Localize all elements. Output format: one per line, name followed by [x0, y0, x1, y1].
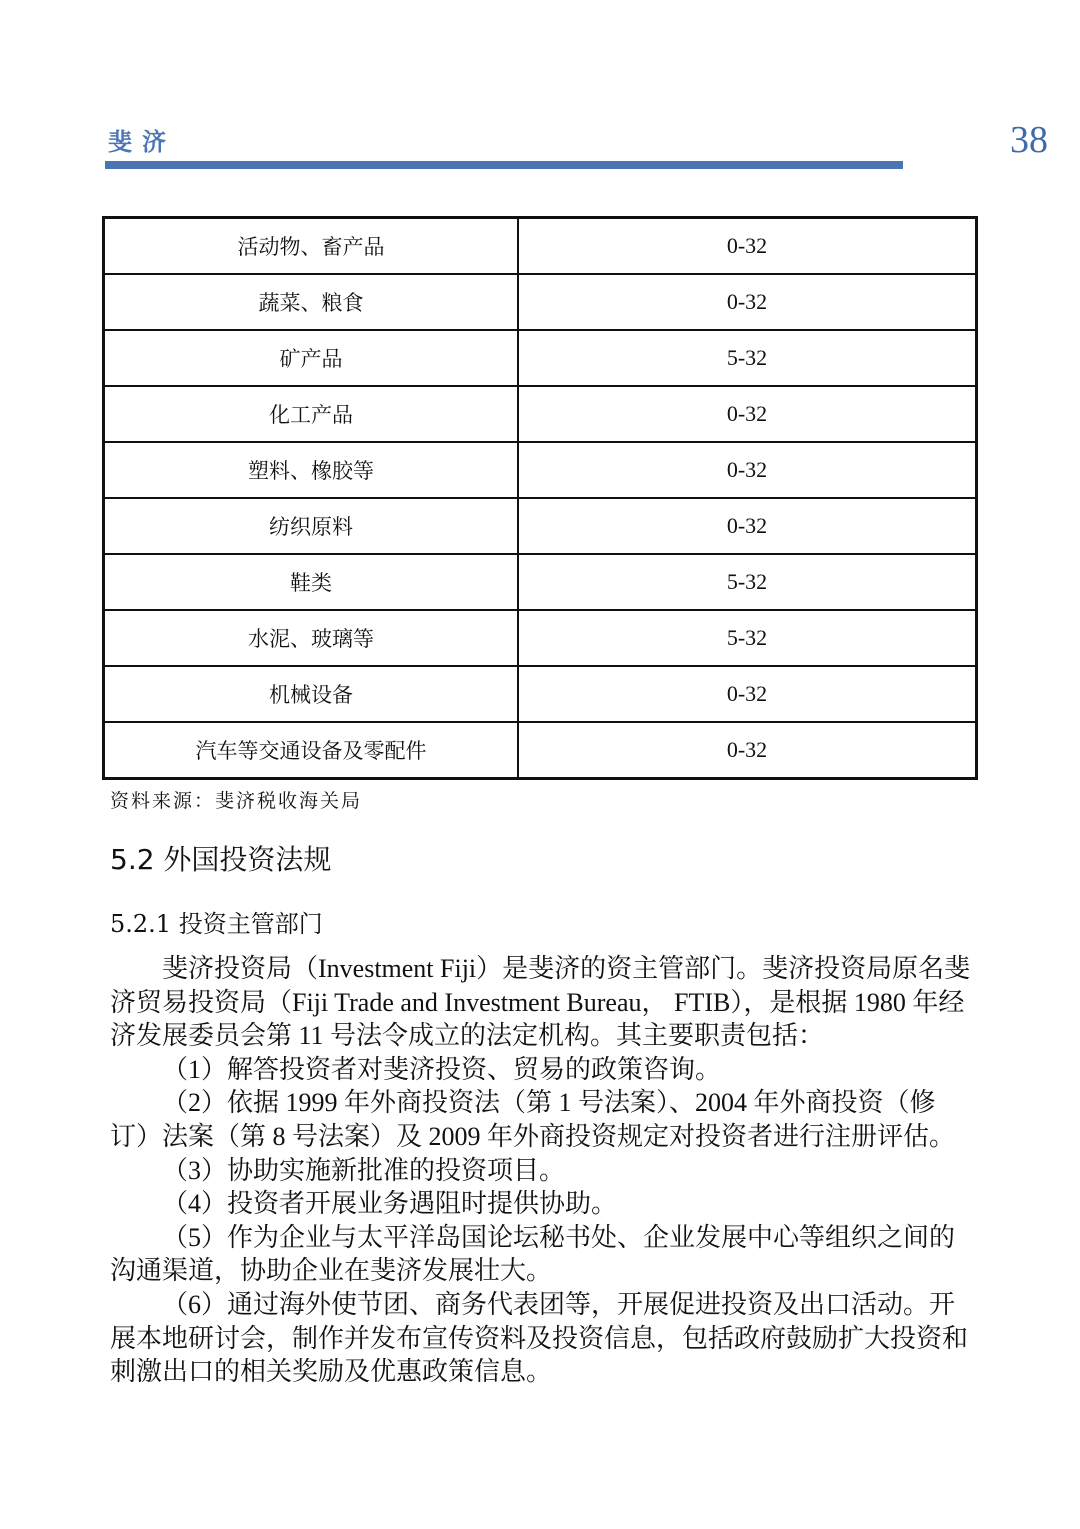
category-cell: 蔬菜、粮食 — [104, 274, 519, 330]
table-row — [104, 218, 977, 275]
source-note: 资料来源：斐济税收海关局 — [110, 790, 363, 812]
running-header-title: 斐济 — [108, 128, 176, 156]
rate-cell: 0-32 — [518, 274, 977, 330]
table-row — [104, 722, 977, 779]
header-rule — [105, 161, 903, 169]
table-row — [104, 442, 977, 498]
rate-cell: 0-32 — [518, 722, 977, 779]
paragraph: （6）通过海外使节团、商务代表团等，开展促进投资及出口活动。开展本地研讨会，制作并发布宣传资料及投资信息，包括政府鼓励扩大投资和刺激出口的相关奖励及优惠政策信息。 — [110, 1289, 969, 1387]
rate-cell: 0-32 — [518, 218, 977, 275]
paragraph: 斐济投资局（Investment Fiji）是斐济的资主管部门。斐济投资局原名斐济贸易投资局（Fiji Trade and Investment Bureau， FTIB），是根据 1980 年经济发展委员会第 11 号法令成立的法定机构。其主要职责包括： — [110, 954, 971, 1051]
table-row — [104, 330, 977, 386]
page-number: 38 — [1010, 119, 1048, 161]
section-heading: 5.2 外国投资法规 — [110, 843, 332, 876]
table-row — [104, 554, 977, 610]
paragraph: （1）解答投资者对斐济投资、贸易的政策咨询。 — [162, 1054, 722, 1084]
category-cell: 矿产品 — [104, 330, 519, 386]
category-cell: 鞋类 — [104, 554, 519, 610]
table-row — [104, 386, 977, 442]
rate-cell: 5-32 — [518, 330, 977, 386]
category-cell: 汽车等交通设备及零配件 — [104, 722, 519, 779]
category-cell: 活动物、畜产品 — [104, 218, 519, 275]
paragraph: （3）协助实施新批准的投资项目。 — [162, 1155, 566, 1185]
rate-cell: 0-32 — [518, 666, 977, 722]
table-row — [104, 610, 977, 666]
rate-cell: 5-32 — [518, 610, 977, 666]
body-text — [110, 952, 972, 1389]
subsection-heading: 5.2.1 投资主管部门 — [110, 910, 323, 938]
paragraph: （5）作为企业与太平洋岛国论坛秘书处、企业发展中心等组织之间的沟通渠道，协助企业在斐济发展壮大。 — [110, 1222, 956, 1286]
rate-cell: 0-32 — [518, 442, 977, 498]
rate-cell: 0-32 — [518, 498, 977, 554]
category-cell: 化工产品 — [104, 386, 519, 442]
paragraph: （4）投资者开展业务遇阻时提供协助。 — [162, 1189, 618, 1219]
tariff-table — [102, 216, 978, 780]
category-cell: 纺织原料 — [104, 498, 519, 554]
rate-cell: 0-32 — [518, 386, 977, 442]
table-row — [104, 666, 977, 722]
category-cell: 机械设备 — [104, 666, 519, 722]
rate-cell: 5-32 — [518, 554, 977, 610]
category-cell: 水泥、玻璃等 — [104, 610, 519, 666]
table-row — [104, 274, 977, 330]
tariff-table-body — [104, 218, 977, 779]
paragraph: （2）依据 1999 年外商投资法（第 1 号法案）、2004 年外商投资（修订）法案（第 8 号法案）及 2009 年外商投资规定对投资者进行注册评估。 — [110, 1088, 956, 1151]
table-row — [104, 498, 977, 554]
category-cell: 塑料、橡胶等 — [104, 442, 519, 498]
